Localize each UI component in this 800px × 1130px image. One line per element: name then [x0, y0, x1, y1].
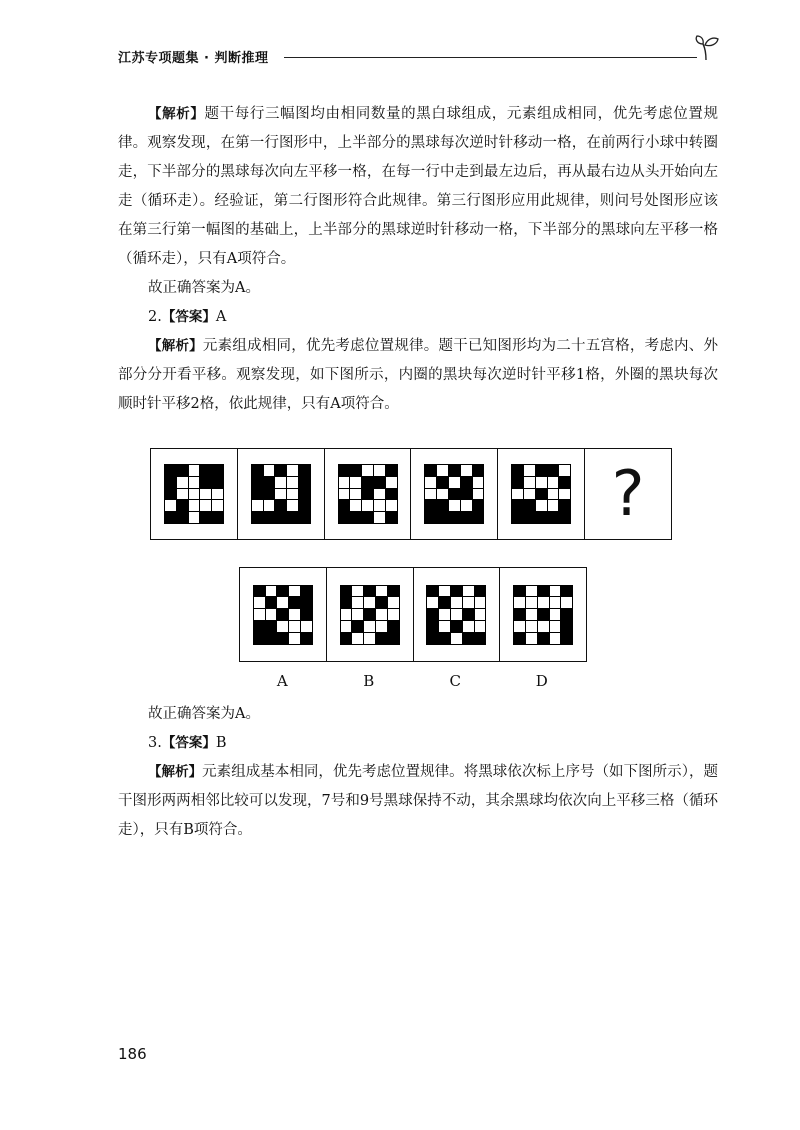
black-cell [277, 633, 288, 644]
black-cell [427, 586, 438, 597]
black-cell [341, 586, 352, 597]
figure-sequence [150, 448, 672, 540]
black-cell [425, 465, 436, 476]
white-cell [374, 512, 385, 523]
black-cell [301, 597, 312, 608]
white-cell [350, 477, 361, 488]
analysis-text: 元素组成相同，优先考虑位置规律。题干已知图形均为二十五宫格，考虑内、外部分分开看平移。观察发现，如下图所示，内圈的黑块每次逆时针平移1格，外圈的黑块每次顺时针平移2格，依此规律，只有A项符合。 [118, 338, 719, 412]
black-cell [475, 633, 486, 644]
black-cell [252, 489, 263, 500]
black-cell [461, 489, 472, 500]
white-cell [475, 609, 486, 620]
white-cell [350, 489, 361, 500]
white-cell [526, 621, 537, 632]
white-cell [526, 586, 537, 597]
black-cell [514, 609, 525, 620]
black-cell [252, 465, 263, 476]
white-cell [550, 621, 561, 632]
white-cell [289, 621, 300, 632]
white-cell [301, 621, 312, 632]
white-cell [548, 489, 559, 500]
black-cell [165, 465, 176, 476]
black-cell [437, 477, 448, 488]
black-cell [524, 500, 535, 511]
white-cell [289, 633, 300, 644]
white-cell [512, 489, 523, 500]
black-cell [301, 633, 312, 644]
black-cell [451, 621, 462, 632]
grid-pattern [513, 585, 573, 645]
option-labels [239, 672, 585, 690]
black-cell [548, 465, 559, 476]
black-cell [350, 512, 361, 523]
page-number: 186 [118, 1045, 147, 1063]
white-cell [526, 609, 537, 620]
black-cell [473, 500, 484, 511]
black-cell [512, 500, 523, 511]
white-cell [275, 489, 286, 500]
black-cell [289, 597, 300, 608]
black-cell [341, 633, 352, 644]
black-cell [341, 597, 352, 608]
white-cell [514, 621, 525, 632]
black-cell [548, 512, 559, 523]
black-cell [561, 633, 572, 644]
black-cell [264, 512, 275, 523]
black-cell [536, 489, 547, 500]
option-figure-D [500, 568, 586, 661]
grid-pattern [251, 464, 311, 524]
black-cell [362, 512, 373, 523]
white-cell [524, 465, 535, 476]
grid-pattern [340, 585, 400, 645]
black-cell [301, 609, 312, 620]
black-cell [212, 512, 223, 523]
white-cell [425, 477, 436, 488]
analysis-paragraph-3 [118, 758, 718, 845]
white-cell [524, 489, 535, 500]
black-cell [559, 477, 570, 488]
black-cell [339, 500, 350, 511]
white-cell [437, 465, 448, 476]
sequence-figure-1 [151, 449, 238, 539]
grid-pattern [511, 464, 571, 524]
black-cell [277, 586, 288, 597]
black-cell [512, 512, 523, 523]
white-cell [376, 609, 387, 620]
sequence-figure-unknown [585, 449, 671, 539]
black-cell [463, 633, 474, 644]
black-cell [200, 512, 211, 523]
white-cell [287, 465, 298, 476]
black-cell [254, 633, 265, 644]
black-cell [388, 586, 399, 597]
white-cell [277, 597, 288, 608]
black-cell [277, 609, 288, 620]
white-cell [339, 477, 350, 488]
option-figure-B [327, 568, 414, 661]
white-cell [388, 609, 399, 620]
analysis-text: 元素组成基本相同，优先考虑位置规律。将黑球依次标上序号（如下图所示），题干图形两两相邻比较可以发现，7号和9号黑球保持不动，其余黑球均依次向上平移三格（循环走），只有B项符合。 [118, 764, 719, 838]
black-cell [473, 512, 484, 523]
question-2-answer [118, 303, 718, 332]
question-number: 3. [148, 735, 162, 751]
option-figure-C [414, 568, 501, 661]
black-cell [425, 500, 436, 511]
option-label: C [449, 672, 461, 690]
black-cell [538, 609, 549, 620]
white-cell [473, 489, 484, 500]
analysis-tag: 【解析】 [148, 338, 203, 354]
white-cell [386, 477, 397, 488]
black-cell [364, 609, 375, 620]
white-cell [212, 489, 223, 500]
white-cell [364, 633, 375, 644]
black-cell [339, 465, 350, 476]
conclusion-2: 故正确答案为A。 [148, 706, 260, 722]
explanation-section [118, 100, 718, 419]
figure-options [239, 567, 587, 662]
answer-value: B [215, 735, 227, 751]
white-cell [189, 477, 200, 488]
white-cell [439, 586, 450, 597]
black-cell [299, 465, 310, 476]
black-cell [512, 465, 523, 476]
black-cell [275, 500, 286, 511]
black-cell [266, 621, 277, 632]
white-cell [550, 586, 561, 597]
black-cell [449, 512, 460, 523]
white-cell [362, 465, 373, 476]
black-cell [561, 609, 572, 620]
white-cell [526, 597, 537, 608]
black-cell [536, 465, 547, 476]
white-cell [376, 586, 387, 597]
option-label: B [363, 672, 375, 690]
black-cell [299, 512, 310, 523]
black-cell [437, 512, 448, 523]
black-cell [212, 465, 223, 476]
white-cell [427, 597, 438, 608]
black-cell [475, 586, 486, 597]
white-cell [266, 609, 277, 620]
black-cell [254, 586, 265, 597]
white-cell [449, 500, 460, 511]
white-cell [165, 500, 176, 511]
black-cell [524, 512, 535, 523]
white-cell [463, 586, 474, 597]
white-cell [461, 500, 472, 511]
white-cell [352, 586, 363, 597]
white-cell [550, 597, 561, 608]
white-cell [352, 609, 363, 620]
black-cell [177, 500, 188, 511]
analysis-text: 题干每行三幅图均由相同数量的黑白球组成，元素组成相同，优先考虑位置规律。观察发现，在第一行图形中，上半部分的黑球每次逆时针移动一格，在前两行小球中转圈走，下半部分的黑球每次向左平移一格，在每一行中走到最左边后，再从最右边从头开始向左走（循环走）。经验证，第二行图形符合此规律。第三行图形应用此规律，则问号处图形应该在第三行第一幅图的基础上，上半部分的黑球逆时针移动一格，下半部分的黑球向左平移一格（循环走），只有A项符合。 [118, 106, 719, 267]
white-cell [550, 609, 561, 620]
white-cell [376, 621, 387, 632]
black-cell [200, 465, 211, 476]
white-cell [536, 500, 547, 511]
grid-pattern [424, 464, 484, 524]
white-cell [364, 621, 375, 632]
black-cell [350, 465, 361, 476]
white-cell [374, 489, 385, 500]
black-cell [376, 597, 387, 608]
option-figure-A [240, 568, 327, 661]
grid-pattern [426, 585, 486, 645]
white-cell [289, 586, 300, 597]
black-cell [437, 500, 448, 511]
black-cell [449, 465, 460, 476]
white-cell [559, 465, 570, 476]
white-cell [475, 621, 486, 632]
white-cell [352, 597, 363, 608]
black-cell [264, 489, 275, 500]
white-cell [538, 621, 549, 632]
white-cell [449, 477, 460, 488]
black-cell [254, 621, 265, 632]
white-cell [339, 489, 350, 500]
sequence-figure-4 [411, 449, 498, 539]
white-cell [439, 621, 450, 632]
sequence-figure-5 [498, 449, 585, 539]
white-cell [439, 609, 450, 620]
black-cell [266, 633, 277, 644]
black-cell [512, 477, 523, 488]
black-cell [275, 512, 286, 523]
black-cell [165, 489, 176, 500]
black-cell [374, 477, 385, 488]
black-cell [536, 512, 547, 523]
white-cell [341, 621, 352, 632]
white-cell [451, 633, 462, 644]
black-cell [561, 621, 572, 632]
black-cell [388, 633, 399, 644]
header-title: 江苏专项题集 · 判断推理 [118, 51, 269, 66]
black-cell [449, 489, 460, 500]
black-cell [561, 586, 572, 597]
black-cell [538, 633, 549, 644]
white-cell [362, 500, 373, 511]
conclusion-section [118, 700, 718, 845]
white-cell [550, 633, 561, 644]
white-cell [463, 597, 474, 608]
black-cell [425, 512, 436, 523]
black-cell [376, 633, 387, 644]
black-cell [427, 609, 438, 620]
conclusion-1: 故正确答案为A。 [148, 280, 260, 296]
analysis-paragraph-1 [118, 100, 718, 274]
white-cell [275, 477, 286, 488]
black-cell [252, 477, 263, 488]
white-cell [189, 489, 200, 500]
answer-tag: 【答案】 [161, 735, 216, 751]
black-cell [165, 477, 176, 488]
white-cell [538, 597, 549, 608]
question-mark: ? [611, 457, 645, 530]
black-cell [352, 621, 363, 632]
white-cell [451, 609, 462, 620]
white-cell [536, 477, 547, 488]
black-cell [299, 489, 310, 500]
answer-tag: 【答案】 [161, 309, 216, 325]
black-cell [252, 512, 263, 523]
white-cell [189, 500, 200, 511]
white-cell [189, 465, 200, 476]
white-cell [463, 621, 474, 632]
white-cell [475, 597, 486, 608]
analysis-tag: 【解析】 [148, 764, 203, 780]
white-cell [437, 489, 448, 500]
black-cell [177, 512, 188, 523]
black-cell [177, 465, 188, 476]
black-cell [388, 621, 399, 632]
black-cell [275, 465, 286, 476]
analysis-tag: 【解析】 [148, 106, 205, 122]
black-cell [559, 500, 570, 511]
black-cell [514, 633, 525, 644]
black-cell [339, 512, 350, 523]
white-cell [526, 633, 537, 644]
white-cell [548, 477, 559, 488]
black-cell [386, 489, 397, 500]
white-cell [177, 477, 188, 488]
black-cell [362, 477, 373, 488]
black-cell [427, 621, 438, 632]
white-cell [266, 586, 277, 597]
white-cell [461, 465, 472, 476]
white-cell [425, 489, 436, 500]
white-cell [264, 500, 275, 511]
black-cell [212, 477, 223, 488]
white-cell [277, 621, 288, 632]
white-cell [374, 500, 385, 511]
analysis-paragraph-2 [118, 332, 718, 419]
black-cell [439, 633, 450, 644]
black-cell [559, 512, 570, 523]
white-cell [254, 597, 265, 608]
answer-value: A [215, 309, 227, 325]
option-label: D [535, 672, 548, 690]
black-cell [514, 586, 525, 597]
white-cell [548, 500, 559, 511]
black-cell [427, 633, 438, 644]
black-cell [264, 477, 275, 488]
white-cell [200, 489, 211, 500]
white-cell [289, 609, 300, 620]
white-cell [561, 597, 572, 608]
white-cell [350, 500, 361, 511]
grid-pattern [164, 464, 224, 524]
white-cell [264, 465, 275, 476]
white-cell [254, 609, 265, 620]
sprout-icon [692, 32, 722, 62]
white-cell [524, 477, 535, 488]
black-cell [451, 586, 462, 597]
white-cell [386, 500, 397, 511]
sequence-figure-2 [238, 449, 325, 539]
black-cell [386, 465, 397, 476]
black-cell [200, 477, 211, 488]
black-cell [461, 512, 472, 523]
white-cell [212, 500, 223, 511]
black-cell [299, 500, 310, 511]
white-cell [352, 633, 363, 644]
black-cell [538, 586, 549, 597]
white-cell [252, 500, 263, 511]
black-cell [287, 512, 298, 523]
black-cell [386, 512, 397, 523]
header-rule [284, 57, 697, 58]
black-cell [473, 465, 484, 476]
white-cell [341, 609, 352, 620]
black-cell [439, 597, 450, 608]
white-cell [177, 489, 188, 500]
black-cell [362, 489, 373, 500]
sequence-figure-3 [325, 449, 412, 539]
question-3-answer [118, 729, 718, 758]
white-cell [189, 512, 200, 523]
white-cell [200, 500, 211, 511]
black-cell [364, 586, 375, 597]
white-cell [287, 500, 298, 511]
black-cell [165, 512, 176, 523]
black-cell [463, 609, 474, 620]
black-cell [301, 586, 312, 597]
white-cell [451, 597, 462, 608]
white-cell [287, 489, 298, 500]
white-cell [287, 477, 298, 488]
white-cell [473, 477, 484, 488]
grid-pattern [338, 464, 398, 524]
white-cell [388, 597, 399, 608]
grid-pattern [253, 585, 313, 645]
black-cell [461, 477, 472, 488]
white-cell [374, 465, 385, 476]
black-cell [299, 477, 310, 488]
white-cell [364, 597, 375, 608]
option-label: A [276, 672, 288, 690]
white-cell [559, 489, 570, 500]
question-number: 2. [148, 309, 162, 325]
white-cell [514, 597, 525, 608]
black-cell [266, 597, 277, 608]
